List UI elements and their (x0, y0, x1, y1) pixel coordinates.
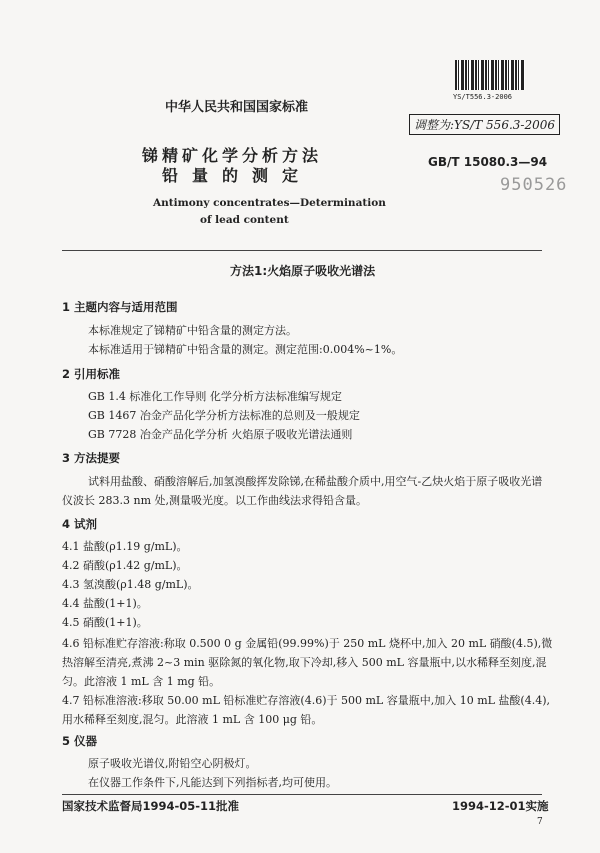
reference-line: GB 1.4 标准化工作导则 化学分析方法标准编写规定 (88, 390, 342, 403)
reagent-line: 匀。此溶液 1 mL 含 1 mg 铅。 (62, 675, 221, 688)
page-number: 7 (537, 817, 543, 827)
title-en-line2: of lead content (200, 214, 289, 226)
adjusted-note: 调整为:YS/T 556.3-2006 (409, 114, 560, 135)
section-4-heading: 4 试剂 (62, 517, 98, 531)
national-standard-label: 中华人民共和国国家标准 (165, 100, 309, 115)
reagent-line: 4.2 硝酸(ρ1.42 g/mL)。 (62, 559, 188, 572)
section-5-heading: 5 仪器 (62, 734, 98, 748)
stamp-number: 950526 (500, 175, 568, 195)
reagent-line: 4.6 铅标准贮存溶液:称取 0.500 0 g 金属铅(99.99%)于 250 mL 烧杯中,加入 20 mL 硝酸(4.5),微 (62, 637, 553, 650)
approval-date: 国家技术监督局1994-05-11批准 (62, 799, 240, 813)
reagent-line: 用水稀释至刻度,混匀。此溶液 1 mL 含 100 μg 铅。 (62, 713, 323, 726)
section-1-line: 本标准规定了锑精矿中铅含量的测定方法。 (88, 324, 297, 337)
section-5-line: 原子吸收光谱仪,附铅空心阴极灯。 (88, 757, 257, 770)
reagent-line: 热溶解至清亮,煮沸 2~3 min 驱除氮的氧化物,取下冷却,移入 500 mL 容量瓶中,以水稀释至刻度,混 (62, 656, 547, 669)
implementation-date: 1994-12-01实施 (452, 799, 549, 813)
reagent-line: 4.7 铅标准溶液:移取 50.00 mL 铅标准贮存溶液(4.6)于 500 mL 容量瓶中,加入 10 mL 盐酸(4.4), (62, 694, 550, 707)
title-cn-line1: 锑精矿化学分析方法 (142, 146, 323, 165)
title-en-line1: Antimony concentrates—Determination (153, 197, 386, 209)
barcode (455, 60, 525, 90)
header-rule (62, 250, 542, 251)
reagent-line: 4.1 盐酸(ρ1.19 g/mL)。 (62, 540, 188, 553)
reagent-line: 4.5 硝酸(1+1)。 (62, 616, 148, 629)
reagent-line: 4.3 氢溴酸(ρ1.48 g/mL)。 (62, 578, 199, 591)
section-2-heading: 2 引用标准 (62, 367, 121, 381)
reagent-line: 4.4 盐酸(1+1)。 (62, 597, 148, 610)
section-1-line: 本标准适用于锑精矿中铅含量的测定。测定范围:0.004%~1%。 (88, 343, 403, 356)
method-heading: 方法1:火焰原子吸收光谱法 (230, 264, 376, 278)
section-5-line: 在仪器工作条件下,凡能达到下列指标者,均可使用。 (88, 776, 337, 789)
section-3-line: 仪波长 283.3 nm 处,测量吸光度。以工作曲线法求得铅含量。 (62, 494, 367, 507)
standard-number: GB/T 15080.3—94 (428, 155, 548, 169)
section-3-heading: 3 方法提要 (62, 451, 121, 465)
reference-line: GB 7728 冶金产品化学分析 火焰原子吸收光谱法通则 (88, 428, 353, 441)
section-3-line: 试料用盐酸、硝酸溶解后,加氢溴酸挥发除锑,在稀盐酸介质中,用空气-乙炔火焰于原子吸收光谱 (88, 475, 543, 488)
barcode-text: YS/T556.3-2006 (453, 93, 513, 101)
title-cn-line2: 铅量的测定 (162, 166, 313, 185)
reference-line: GB 1467 冶金产品化学分析方法标准的总则及一般规定 (88, 409, 360, 422)
section-1-heading: 1 主题内容与适用范围 (62, 300, 178, 314)
footer-rule (62, 794, 542, 795)
